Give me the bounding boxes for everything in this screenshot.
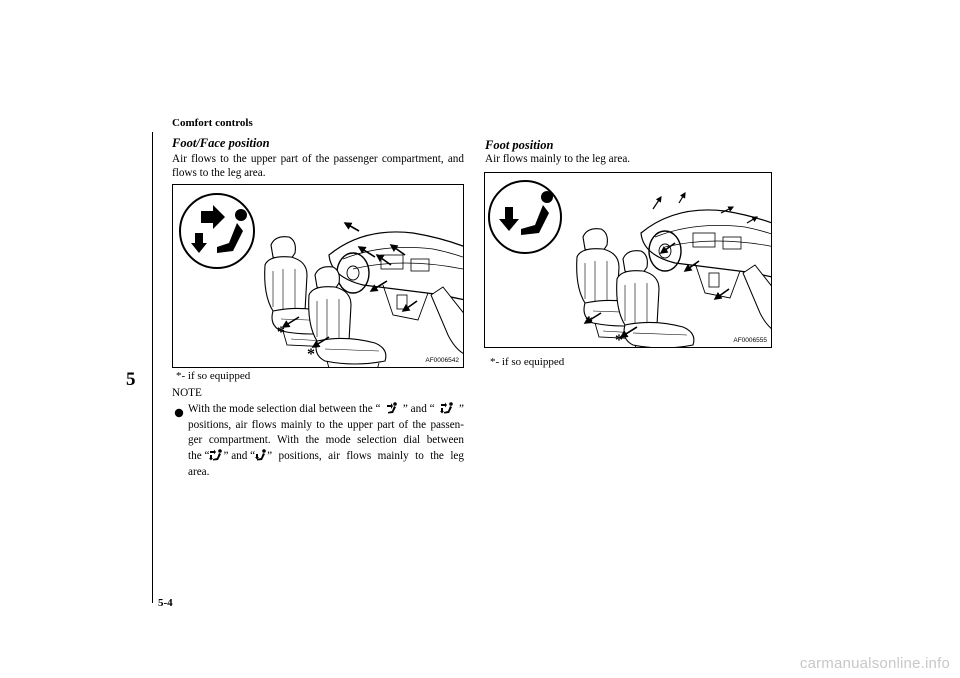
mode-foot-icon — [489, 181, 561, 253]
mode-foot-face-icon — [180, 194, 254, 268]
chapter-number: 5 — [126, 369, 136, 390]
note-line-3: ger compartment. With the mode selection dial between — [188, 433, 464, 446]
watermark: carmanualsonline.info — [799, 655, 950, 672]
foot-face-footnote: *- if so equipped — [176, 370, 251, 382]
figure-code: AF0006555 — [733, 337, 767, 344]
foot-text-line1: Air flows mainly to the leg area. — [485, 153, 631, 165]
foot-title: Foot position — [485, 138, 554, 152]
note-heading: NOTE — [172, 387, 202, 399]
figure-code: AF0006542 — [425, 357, 459, 364]
asterisk-marker: * — [307, 346, 315, 363]
page-number: 5-4 — [158, 597, 173, 609]
mode-foot-face-inline-icon — [209, 449, 223, 465]
asterisk-marker: * — [585, 314, 593, 331]
foot-figure — [484, 172, 772, 348]
foot-face-text-line1: Air flows to the upper part of the passenger compartment, and — [172, 153, 464, 165]
mode-face-inline-icon — [386, 402, 398, 418]
bullet-icon — [174, 405, 184, 423]
mode-foot-face-inline-icon — [440, 402, 454, 418]
foot-footnote: *- if so equipped — [490, 356, 565, 368]
note-line-4: the “ ” and “ ” positions, air flows mainly to the leg — [188, 449, 464, 465]
chapter-divider — [152, 132, 153, 603]
asterisk-marker: * — [615, 332, 623, 347]
note-line-1: With the mode selection dial between the “ ” and “ ” — [188, 402, 464, 418]
section-header: Comfort controls — [172, 117, 253, 129]
foot-face-title: Foot/Face position — [172, 136, 270, 150]
note-text — [188, 402, 464, 479]
foot-face-figure — [172, 184, 464, 368]
asterisk-marker: * — [277, 324, 285, 341]
foot-face-text-line2: flows to the leg area. — [172, 167, 266, 179]
note-line-5: area. — [188, 466, 210, 479]
mode-foot-inline-icon — [255, 449, 267, 465]
note-line-2: positions, air flows mainly to the upper part of the passen- — [188, 419, 464, 432]
